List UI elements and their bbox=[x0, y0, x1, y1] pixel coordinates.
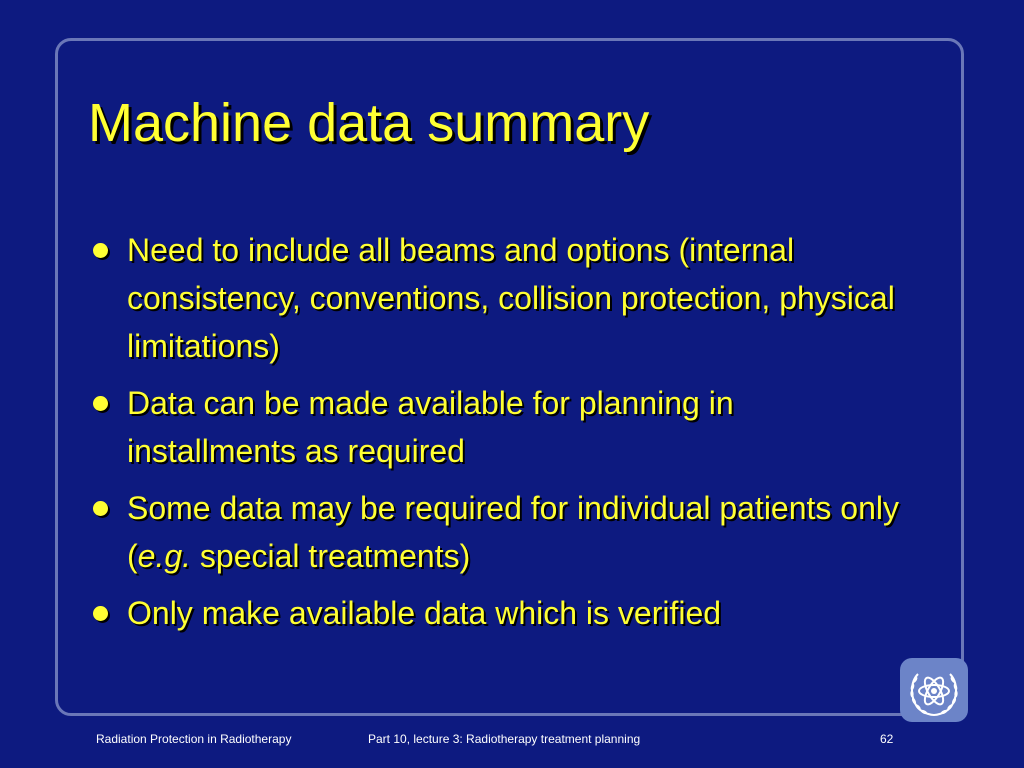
bullet-item bbox=[90, 226, 910, 370]
bullet-text: Only make available data which is verified bbox=[127, 595, 722, 631]
slide-title: Machine data summary bbox=[88, 93, 650, 153]
footer-lecture-title: Part 10, lecture 3: Radiotherapy treatment planning bbox=[368, 732, 641, 746]
bullet-dot-icon bbox=[93, 606, 108, 621]
bullet-text: Need to include all beams and options (internal consistency, conventions, collision protection, physical limitations) bbox=[127, 232, 895, 364]
iaea-logo bbox=[900, 658, 968, 722]
bullet-dot-icon bbox=[93, 243, 108, 258]
bullet-text-italic: e.g. bbox=[137, 538, 192, 574]
bullet-list bbox=[90, 226, 910, 646]
footer-page-number: 62 bbox=[880, 732, 894, 746]
bullet-item bbox=[90, 379, 910, 475]
bullet-dot-icon bbox=[93, 396, 108, 411]
bullet-item bbox=[90, 484, 910, 580]
bullet-text: Data can be made available for planning in installments as required bbox=[127, 385, 734, 469]
bullet-dot-icon bbox=[93, 501, 108, 516]
atom-emblem-icon bbox=[904, 662, 964, 718]
footer-course-title: Radiation Protection in Radiotherapy bbox=[96, 732, 292, 746]
bullet-text-before: Some data may be required for individual patients only ( bbox=[127, 490, 899, 574]
bullet-item bbox=[90, 589, 910, 637]
bullet-text-after: special treatments) bbox=[191, 538, 471, 574]
